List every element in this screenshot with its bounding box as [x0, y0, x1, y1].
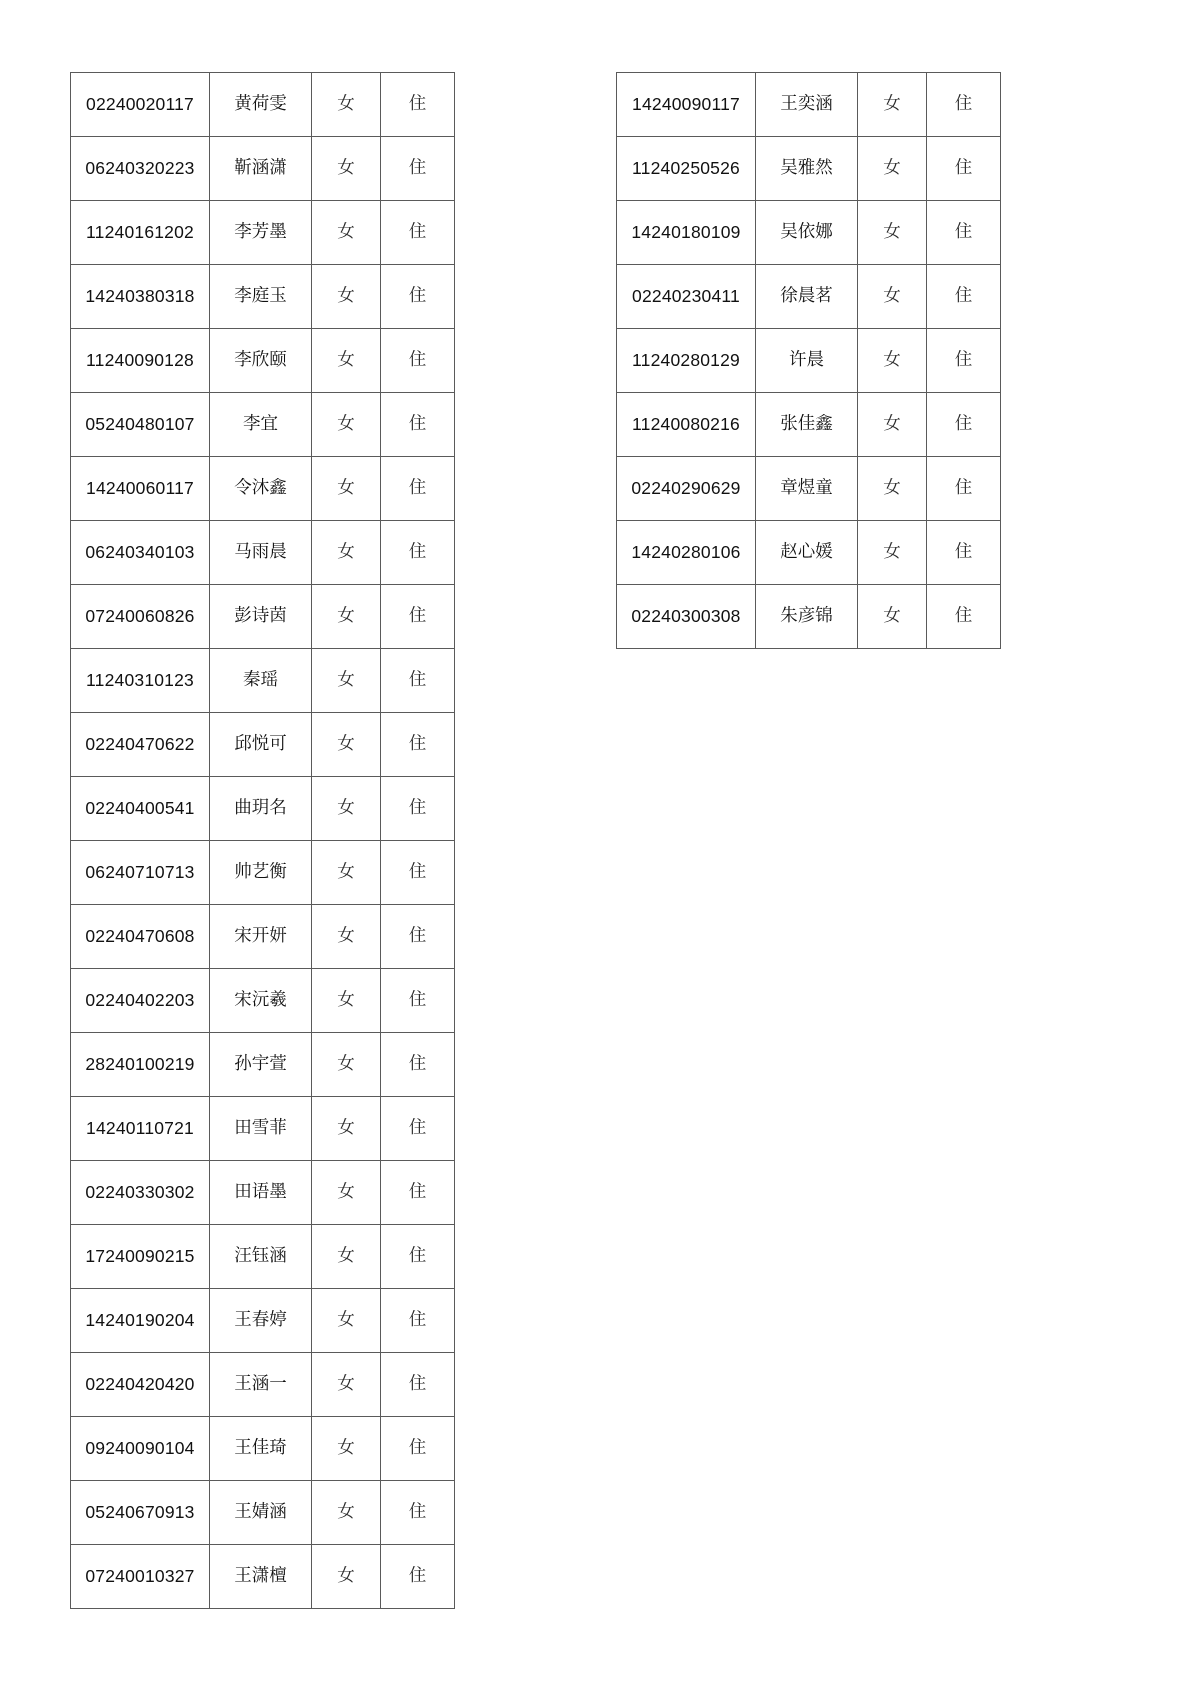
- boarding-status-cell: 住: [381, 777, 455, 841]
- boarding-status-cell: 住: [381, 841, 455, 905]
- boarding-status-cell: 住: [381, 265, 455, 329]
- table-row: [71, 1097, 455, 1161]
- student-id-cell: 28240100219: [71, 1033, 210, 1097]
- student-id-cell: 07240010327: [71, 1545, 210, 1609]
- table-row: [71, 1289, 455, 1353]
- gender-cell: 女: [858, 137, 927, 201]
- student-name-cell: 王潇檀: [210, 1545, 312, 1609]
- gender-cell: 女: [312, 905, 381, 969]
- student-id-cell: 17240090215: [71, 1225, 210, 1289]
- student-name-cell: 李芳墨: [210, 201, 312, 265]
- roster-table-left: [70, 72, 455, 1609]
- student-name-cell: 王佳琦: [210, 1417, 312, 1481]
- student-name-cell: 田雪菲: [210, 1097, 312, 1161]
- student-id-cell: 14240180109: [617, 201, 756, 265]
- student-name-cell: 王奕涵: [756, 73, 858, 137]
- gender-cell: 女: [858, 329, 927, 393]
- student-id-cell: 05240670913: [71, 1481, 210, 1545]
- boarding-status-cell: 住: [381, 1289, 455, 1353]
- boarding-status-cell: 住: [381, 329, 455, 393]
- boarding-status-cell: 住: [381, 1417, 455, 1481]
- gender-cell: 女: [312, 329, 381, 393]
- boarding-status-cell: 住: [381, 1033, 455, 1097]
- student-name-cell: 朱彦锦: [756, 585, 858, 649]
- student-id-cell: 02240020117: [71, 73, 210, 137]
- boarding-status-cell: 住: [381, 649, 455, 713]
- student-id-cell: 06240320223: [71, 137, 210, 201]
- table-row: [71, 777, 455, 841]
- student-id-cell: 06240340103: [71, 521, 210, 585]
- student-id-cell: 02240402203: [71, 969, 210, 1033]
- gender-cell: 女: [312, 969, 381, 1033]
- student-id-cell: 02240300308: [617, 585, 756, 649]
- boarding-status-cell: 住: [381, 73, 455, 137]
- gender-cell: 女: [312, 201, 381, 265]
- student-id-cell: 14240110721: [71, 1097, 210, 1161]
- gender-cell: 女: [312, 393, 381, 457]
- student-name-cell: 邱悦可: [210, 713, 312, 777]
- table-row: [617, 73, 1001, 137]
- gender-cell: 女: [312, 1545, 381, 1609]
- student-name-cell: 王涵一: [210, 1353, 312, 1417]
- gender-cell: 女: [312, 457, 381, 521]
- boarding-status-cell: 住: [381, 1545, 455, 1609]
- gender-cell: 女: [858, 73, 927, 137]
- table-row: [71, 137, 455, 201]
- student-name-cell: 王春婷: [210, 1289, 312, 1353]
- boarding-status-cell: 住: [381, 201, 455, 265]
- student-id-cell: 11240310123: [71, 649, 210, 713]
- gender-cell: 女: [858, 521, 927, 585]
- student-name-cell: 章煜童: [756, 457, 858, 521]
- student-name-cell: 秦瑶: [210, 649, 312, 713]
- gender-cell: 女: [312, 1417, 381, 1481]
- student-id-cell: 02240400541: [71, 777, 210, 841]
- student-id-cell: 11240090128: [71, 329, 210, 393]
- boarding-status-cell: 住: [381, 457, 455, 521]
- student-id-cell: 11240161202: [71, 201, 210, 265]
- table-row: [617, 201, 1001, 265]
- student-id-cell: 02240420420: [71, 1353, 210, 1417]
- table-row: [617, 329, 1001, 393]
- gender-cell: 女: [858, 393, 927, 457]
- boarding-status-cell: 住: [381, 585, 455, 649]
- table-row: [71, 329, 455, 393]
- boarding-status-cell: 住: [927, 265, 1001, 329]
- boarding-status-cell: 住: [381, 1097, 455, 1161]
- gender-cell: 女: [312, 137, 381, 201]
- roster-table-body: [617, 73, 1001, 649]
- table-row: [71, 905, 455, 969]
- student-id-cell: 02240330302: [71, 1161, 210, 1225]
- table-row: [71, 521, 455, 585]
- table-row: [71, 841, 455, 905]
- roster-table-right: [616, 72, 1001, 649]
- gender-cell: 女: [858, 265, 927, 329]
- student-name-cell: 吴雅然: [756, 137, 858, 201]
- student-name-cell: 徐晨茗: [756, 265, 858, 329]
- table-row: [71, 265, 455, 329]
- student-name-cell: 李宜: [210, 393, 312, 457]
- table-row: [71, 969, 455, 1033]
- gender-cell: 女: [312, 649, 381, 713]
- student-name-cell: 帅艺衡: [210, 841, 312, 905]
- boarding-status-cell: 住: [381, 969, 455, 1033]
- table-row: [71, 1481, 455, 1545]
- boarding-status-cell: 住: [381, 1353, 455, 1417]
- gender-cell: 女: [312, 73, 381, 137]
- gender-cell: 女: [312, 1161, 381, 1225]
- boarding-status-cell: 住: [381, 905, 455, 969]
- gender-cell: 女: [858, 201, 927, 265]
- student-id-cell: 14240190204: [71, 1289, 210, 1353]
- table-row: [617, 585, 1001, 649]
- student-name-cell: 田语墨: [210, 1161, 312, 1225]
- boarding-status-cell: 住: [927, 521, 1001, 585]
- table-row: [71, 649, 455, 713]
- table-row: [71, 585, 455, 649]
- boarding-status-cell: 住: [927, 585, 1001, 649]
- gender-cell: 女: [858, 457, 927, 521]
- boarding-status-cell: 住: [381, 1161, 455, 1225]
- student-name-cell: 吴依娜: [756, 201, 858, 265]
- student-name-cell: 彭诗茵: [210, 585, 312, 649]
- gender-cell: 女: [312, 1225, 381, 1289]
- student-id-cell: 14240380318: [71, 265, 210, 329]
- gender-cell: 女: [312, 265, 381, 329]
- table-row: [617, 393, 1001, 457]
- gender-cell: 女: [312, 1481, 381, 1545]
- table-row: [71, 1161, 455, 1225]
- student-id-cell: 14240060117: [71, 457, 210, 521]
- student-id-cell: 05240480107: [71, 393, 210, 457]
- gender-cell: 女: [312, 777, 381, 841]
- boarding-status-cell: 住: [927, 393, 1001, 457]
- student-name-cell: 宋沅羲: [210, 969, 312, 1033]
- student-name-cell: 李庭玉: [210, 265, 312, 329]
- table-row: [71, 457, 455, 521]
- boarding-status-cell: 住: [927, 73, 1001, 137]
- boarding-status-cell: 住: [381, 1481, 455, 1545]
- boarding-status-cell: 住: [381, 521, 455, 585]
- student-name-cell: 赵心媛: [756, 521, 858, 585]
- table-row: [71, 713, 455, 777]
- gender-cell: 女: [312, 1033, 381, 1097]
- table-row: [71, 393, 455, 457]
- student-id-cell: 07240060826: [71, 585, 210, 649]
- boarding-status-cell: 住: [927, 137, 1001, 201]
- boarding-status-cell: 住: [381, 713, 455, 777]
- gender-cell: 女: [312, 1097, 381, 1161]
- student-id-cell: 02240470622: [71, 713, 210, 777]
- student-id-cell: 11240280129: [617, 329, 756, 393]
- student-id-cell: 06240710713: [71, 841, 210, 905]
- boarding-status-cell: 住: [927, 457, 1001, 521]
- roster-table-body: [71, 73, 455, 1609]
- student-name-cell: 黄荷雯: [210, 73, 312, 137]
- student-id-cell: 02240470608: [71, 905, 210, 969]
- gender-cell: 女: [858, 585, 927, 649]
- student-id-cell: 11240080216: [617, 393, 756, 457]
- gender-cell: 女: [312, 521, 381, 585]
- student-name-cell: 靳涵潇: [210, 137, 312, 201]
- boarding-status-cell: 住: [927, 201, 1001, 265]
- table-row: [617, 521, 1001, 585]
- gender-cell: 女: [312, 713, 381, 777]
- table-row: [71, 73, 455, 137]
- table-row: [617, 137, 1001, 201]
- table-row: [71, 1353, 455, 1417]
- student-name-cell: 令沐鑫: [210, 457, 312, 521]
- table-row: [617, 265, 1001, 329]
- gender-cell: 女: [312, 841, 381, 905]
- table-row: [71, 1225, 455, 1289]
- student-name-cell: 张佳鑫: [756, 393, 858, 457]
- student-name-cell: 宋开妍: [210, 905, 312, 969]
- boarding-status-cell: 住: [381, 1225, 455, 1289]
- student-name-cell: 汪钰涵: [210, 1225, 312, 1289]
- student-id-cell: 14240090117: [617, 73, 756, 137]
- student-id-cell: 02240290629: [617, 457, 756, 521]
- gender-cell: 女: [312, 1289, 381, 1353]
- student-name-cell: 王婧涵: [210, 1481, 312, 1545]
- student-id-cell: 09240090104: [71, 1417, 210, 1481]
- table-row: [617, 457, 1001, 521]
- student-id-cell: 02240230411: [617, 265, 756, 329]
- student-id-cell: 14240280106: [617, 521, 756, 585]
- gender-cell: 女: [312, 1353, 381, 1417]
- table-row: [71, 1033, 455, 1097]
- student-name-cell: 马雨晨: [210, 521, 312, 585]
- student-name-cell: 曲玥名: [210, 777, 312, 841]
- boarding-status-cell: 住: [381, 137, 455, 201]
- gender-cell: 女: [312, 585, 381, 649]
- boarding-status-cell: 住: [381, 393, 455, 457]
- boarding-status-cell: 住: [927, 329, 1001, 393]
- student-id-cell: 11240250526: [617, 137, 756, 201]
- student-name-cell: 孙宇萱: [210, 1033, 312, 1097]
- table-row: [71, 201, 455, 265]
- table-row: [71, 1417, 455, 1481]
- student-name-cell: 许晨: [756, 329, 858, 393]
- student-name-cell: 李欣颐: [210, 329, 312, 393]
- table-row: [71, 1545, 455, 1609]
